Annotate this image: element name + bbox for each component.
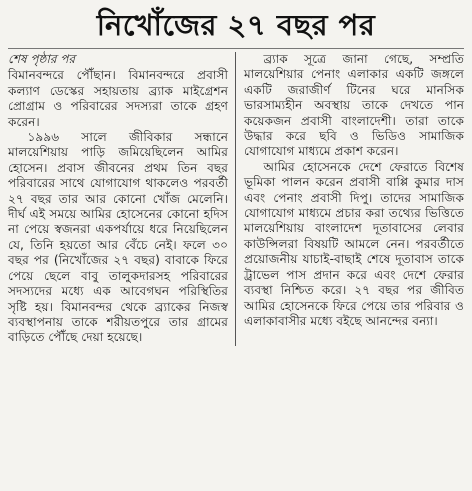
headline: নিখোঁজের ২৭ বছর পর [96, 8, 376, 42]
headline-rule [8, 48, 464, 49]
right-paragraph-2: আমির হোসেনকে দেশে ফেরাতে বিশেষ ভূমিকা পালন করেন প্রবাসী বাপ্পি কুমার দাস এবং পেনাং প্রবাসী দিপু। তাদের সামাজিক যোগাযোগ মাধ্যমে প্রচার করা তথ্যের ভিত্তিতে মালয়েশিয়ায় বাংলাদেশ দূতাবাসের লেবার কাউন্সিলরা বিষয়টি আমলে নেন। পরবর্তীতে প্রয়োজনীয় যাচাই-বাছাই শেষে দূতাবাস তাকে ট্রাভেল পাস প্রদান করে এবং দেশে ফেরার ব্যবস্থা নিশ্চিত করে। ২৭ বছর পর জীবিত আমির হোসেনকে ফিরে পেয়ে তার পরিবার ও এলাকাবাসীর মধ্যে বইছে আনন্দের বন্যা। [244, 159, 464, 328]
continuation-label: শেষ পৃষ্ঠার পর [8, 52, 76, 66]
right-paragraph-1: ব্র্যাক সূত্রে জানা গেছে, সম্প্রতি মালয়েশিয়ার পেনাং এলাকার একটি জঙ্গলে একটি জরাজীর্ণ টিনের ঘরে মানসিক ভারসাম্যহীন অবস্থায় তাকে দেখতে পান কয়েকজন প্রবাসী বাংলাদেশী। তারা তাকে উদ্ধার করে ছবি ও ভিডিও সামাজিক যোগাযোগ মাধ্যমে প্রকাশ করেন। [244, 52, 464, 159]
right-column [236, 52, 464, 346]
article-columns [8, 52, 464, 346]
left-column [8, 52, 236, 346]
left-paragraph-1: বিমানবন্দরে পৌঁছান। বিমানবন্দরে প্রবাসী কল্যাণ ডেস্কের সহায়তায় ব্র্যাক মাইগ্রেশন প্রোগ্রাম ও পরিবারের সদস্যরা তাকে গ্রহণ করেন। [8, 68, 228, 129]
left-paragraph-2: ১৯৯৬ সালে জীবিকার সন্ধানে মালয়েশিয়ায় পাড়ি জমিয়েছিলেন আমির হোসেন। প্রবাস জীবনের প্রথম তিন বছর পরিবারের সাথে যোগাযোগ থাকলেও পরবর্তী ২৭ বছর তার আর কোনো খোঁজ মেলেনি। দীর্ঘ এই সময়ে আমির হোসেনের কোনো হদিস না পেয়ে স্বজনরা একপর্যায়ে ধরে নিয়েছিলেন যে, তিনি হয়তো আর বেঁচে নেই। ফলে ৩০ বছর পর (নিখোঁজের ২৭ বছর) বাবাকে ফিরে পেয়ে ছেলে বাবু তালুকদারসহ পরিবারের সদস্যদের মধ্যে এক আবেগঘন পরিস্থিতির সৃষ্টি হয়। বিমানবন্দর থেকে ব্র্যাকের নিজস্ব ব্যবস্থাপনায় তাকে শরীয়তপুরে তার গ্রামের বাড়িতে পৌঁছে দেয়া হয়েছে। [8, 130, 228, 345]
